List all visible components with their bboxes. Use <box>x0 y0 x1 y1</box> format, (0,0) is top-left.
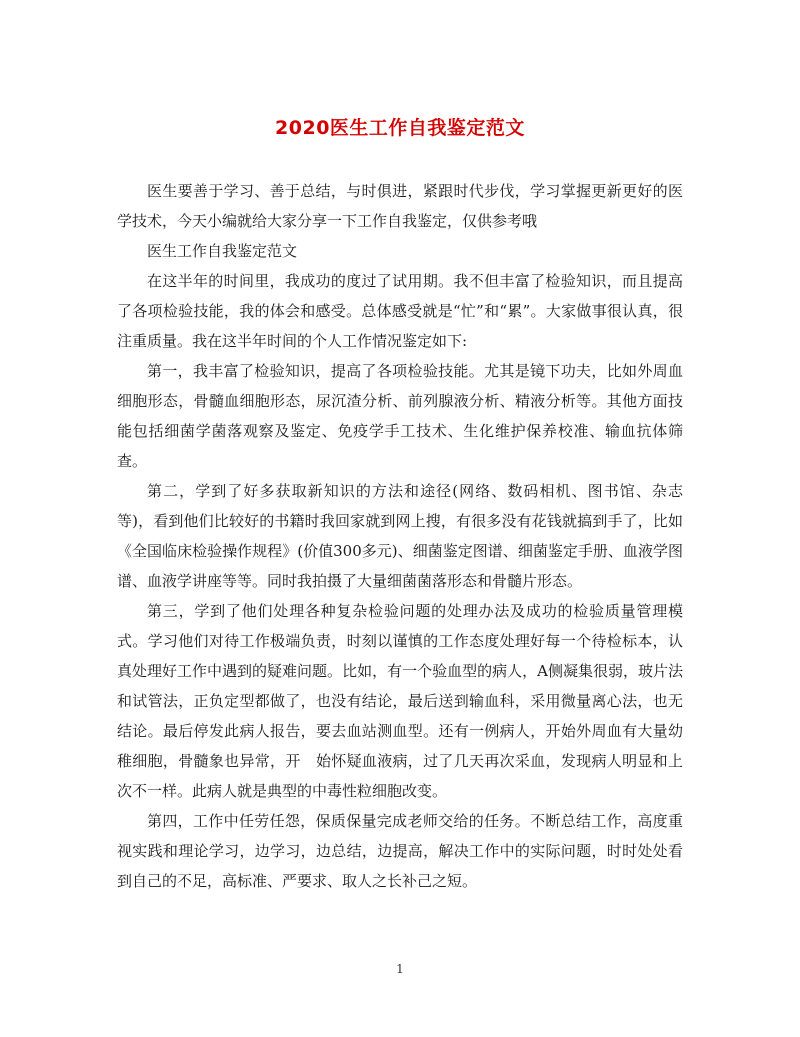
body-paragraph: 在这半年的时间里，我成功的度过了试用期。我不但丰富了检验知识，而且提高了各项检验技能，我的体会和感受。总体感受就是“忙”和“累”。大家做事很认真，很注重质量。我在这半年时间的个人工作情况鉴定如下: <box>117 272 683 350</box>
body-paragraph: 第三，学到了他们处理各种复杂检验问题的处理办法及成功的检验质量管理模式。学习他们对待工作极端负责，时刻以谨慎的工作态度处理好每一个待检标本，认真处理好工作中遇到的疑难问题。比如，有一个验血型的病人，A侧凝集很弱，玻片法和试管法，正负定型都做了，也没有结论，最后送到输血科，采用微量离心法，也无结论。最后停发此病人报告，要去血站测血型。还有一例病人，开始外周血有大量幼稚细胞，骨髓象也异常，开 始怀疑血液病，过了几天再次采血，发现病人明显和上次不一样。此病人就是典型的中毒性粒细胞改变。 <box>117 602 683 800</box>
body-paragraph: 第一，我丰富了检验知识，提高了各项检验技能。尤其是镜下功夫，比如外周血细胞形态，骨髓血细胞形态，尿沉渣分析、前列腺液分析、精液分析等。其他方面技能包括细菌学菌落观察及鉴定、免疫学手工技术、生化维护保养校准、输血抗体筛查。 <box>117 362 683 470</box>
intro-paragraph: 医生要善于学习、善于总结，与时俱进，紧跟时代步伐，学习掌握更新更好的医学技术，今天小编就给大家分享一下工作自我鉴定，仅供参考哦 <box>117 182 683 230</box>
document-body <box>117 176 683 896</box>
body-paragraph: 第四，工作中任劳任怨，保质保量完成老师交给的任务。不断总结工作，高度重视实践和理论学习，边学习，边总结，边提高，解决工作中的实际问题，时时处处看到自己的不足，高标准、严要求、取人之长补己之短。 <box>117 812 683 890</box>
section-heading: 医生工作自我鉴定范文 <box>147 242 298 260</box>
document-title: 2020医生工作自我鉴定范文 <box>275 117 525 139</box>
page-number: 1 <box>396 962 404 976</box>
body-paragraph: 第二，学到了好多获取新知识的方法和途径(网络、数码相机、图书馆、杂志等)，看到他们比较好的书籍时我回家就到网上搜，有很多没有花钱就搞到手了，比如《全国临床检验操作规程》(价值300多元)、细菌鉴定图谱、细菌鉴定手册、血液学图谱、血液学讲座等等。同时我拍摄了大量细菌菌落形态和骨髓片形态。 <box>117 482 683 590</box>
